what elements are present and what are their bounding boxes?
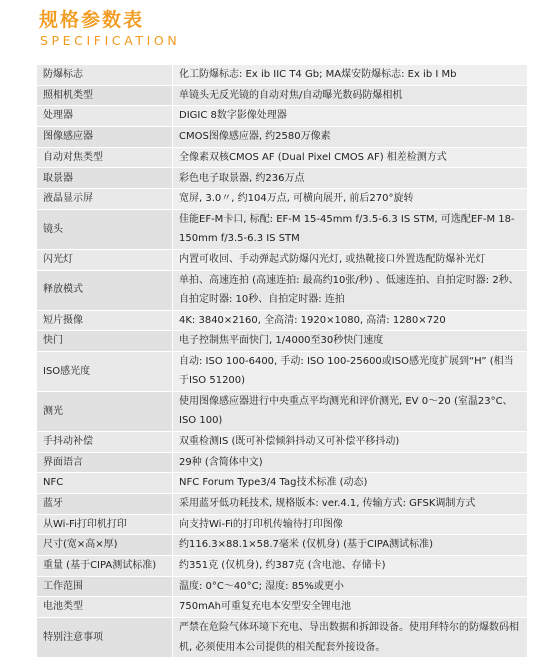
spec-label: 图像感应器 <box>37 127 173 148</box>
spec-row <box>37 391 528 431</box>
spec-value: 电子控制焦平面快门, 1/4000至30秒快门速度 <box>173 331 528 352</box>
spec-label: ISO感光度 <box>37 351 173 391</box>
spec-value: 单镜头无反光镜的自动对焦/自动曝光数码防爆相机 <box>173 85 528 106</box>
spec-row <box>37 431 528 452</box>
spec-table-body <box>37 65 528 658</box>
page-title: 规格参数表 <box>39 9 145 31</box>
spec-value: 4K: 3840×2160, 全高清: 1920×1080, 高清: 1280×720 <box>173 310 528 331</box>
spec-row <box>37 209 528 249</box>
spec-label: 特别注意事项 <box>37 618 173 658</box>
spec-value: DIGIC 8数字影像处理器 <box>173 106 528 127</box>
spec-row <box>37 270 528 310</box>
spec-row <box>37 452 528 473</box>
spec-row <box>37 147 528 168</box>
spec-value: 约116.3×88.1×58.7毫米 (仅机身) (基于CIPA测试标准) <box>173 535 528 556</box>
spec-row <box>37 351 528 391</box>
spec-row <box>37 576 528 597</box>
spec-label: 蓝牙 <box>37 493 173 514</box>
spec-label: 工作范围 <box>37 576 173 597</box>
spec-value: 温度: 0°C～40°C; 湿度: 85%或更小 <box>173 576 528 597</box>
spec-value: 向支持Wi-Fi的打印机传输待打印图像 <box>173 514 528 535</box>
spec-row <box>37 331 528 352</box>
spec-label: 防爆标志 <box>37 65 173 86</box>
spec-value: 内置可收回、手动弹起式防爆闪光灯, 或热靴接口外置选配防爆补光灯 <box>173 249 528 270</box>
page-header <box>0 0 552 62</box>
spec-value: 采用蓝牙低功耗技术, 规格版本: ver.4.1, 传输方式: GFSK调制方式 <box>173 493 528 514</box>
spec-row <box>37 249 528 270</box>
spec-label: 自动对焦类型 <box>37 147 173 168</box>
spec-value: 750mAh可重复充电本安型安全锂电池 <box>173 597 528 618</box>
spec-row <box>37 65 528 86</box>
spec-label: 液晶显示屏 <box>37 189 173 210</box>
spec-row <box>37 189 528 210</box>
spec-value: 约351克 (仅机身), 约387克 (含电池、存储卡) <box>173 556 528 577</box>
spec-value: NFC Forum Type3/4 Tag技术标准 (动态) <box>173 473 528 494</box>
spec-value: 使用图像感应器进行中央重点平均测光和评价测光, EV 0～20 (室温23°C、ISO 100) <box>173 391 528 431</box>
spec-value: 29种 (含简体中文) <box>173 452 528 473</box>
spec-row <box>37 597 528 618</box>
spec-value: 彩色电子取景器, 约236万点 <box>173 168 528 189</box>
spec-row <box>37 168 528 189</box>
spec-row <box>37 473 528 494</box>
spec-row <box>37 535 528 556</box>
spec-table <box>36 64 528 658</box>
spec-row <box>37 556 528 577</box>
spec-label: 从Wi-Fi打印机打印 <box>37 514 173 535</box>
spec-value: 严禁在危险气体环境下充电、导出数据和拆卸设备。使用拜特尔的防爆数码相机, 必须使用本公司提供的相关配套外接设备。 <box>173 618 528 658</box>
spec-value: 单拍、高速连拍 (高速连拍: 最高约10张/秒) 、低速连拍、自拍定时器: 2秒、自拍定时器: 10秒、自拍定时器: 连拍 <box>173 270 528 310</box>
spec-row <box>37 106 528 127</box>
spec-row <box>37 85 528 106</box>
spec-row <box>37 618 528 658</box>
spec-row <box>37 310 528 331</box>
page-subtitle: SPECIFICATION <box>40 33 181 48</box>
spec-label: 尺寸(宽×高×厚) <box>37 535 173 556</box>
spec-label: 照相机类型 <box>37 85 173 106</box>
spec-row <box>37 493 528 514</box>
spec-label: 快门 <box>37 331 173 352</box>
spec-row <box>37 514 528 535</box>
spec-value: 自动: ISO 100-6400, 手动: ISO 100-25600或ISO感光度扩展到“H” (相当于ISO 51200) <box>173 351 528 391</box>
spec-value: 全像素双核CMOS AF (Dual Pixel CMOS AF) 相差检测方式 <box>173 147 528 168</box>
spec-label: NFC <box>37 473 173 494</box>
spec-label: 重量 (基于CIPA测试标准) <box>37 556 173 577</box>
spec-value: 佳能EF-M卡口, 标配: EF-M 15-45mm f/3.5-6.3 IS STM, 可选配EF-M 18-150mm f/3.5-6.3 IS STM <box>173 209 528 249</box>
spec-value: 化工防爆标志: Ex ib IIC T4 Gb; MA煤安防爆标志: Ex ib I Mb <box>173 65 528 86</box>
spec-label: 短片摄像 <box>37 310 173 331</box>
spec-value: 双重检测IS (既可补偿倾斜抖动又可补偿平移抖动) <box>173 431 528 452</box>
spec-label: 镜头 <box>37 209 173 249</box>
spec-label: 处理器 <box>37 106 173 127</box>
spec-label: 界面语言 <box>37 452 173 473</box>
spec-label: 电池类型 <box>37 597 173 618</box>
spec-label: 闪光灯 <box>37 249 173 270</box>
spec-label: 测光 <box>37 391 173 431</box>
spec-label: 取景器 <box>37 168 173 189</box>
spec-value: 宽屏, 3.0〃, 约104万点, 可横向展开, 前后270°旋转 <box>173 189 528 210</box>
spec-row <box>37 127 528 148</box>
spec-label: 释放模式 <box>37 270 173 310</box>
spec-value: CMOS图像感应器, 约2580万像素 <box>173 127 528 148</box>
spec-label: 手抖动补偿 <box>37 431 173 452</box>
